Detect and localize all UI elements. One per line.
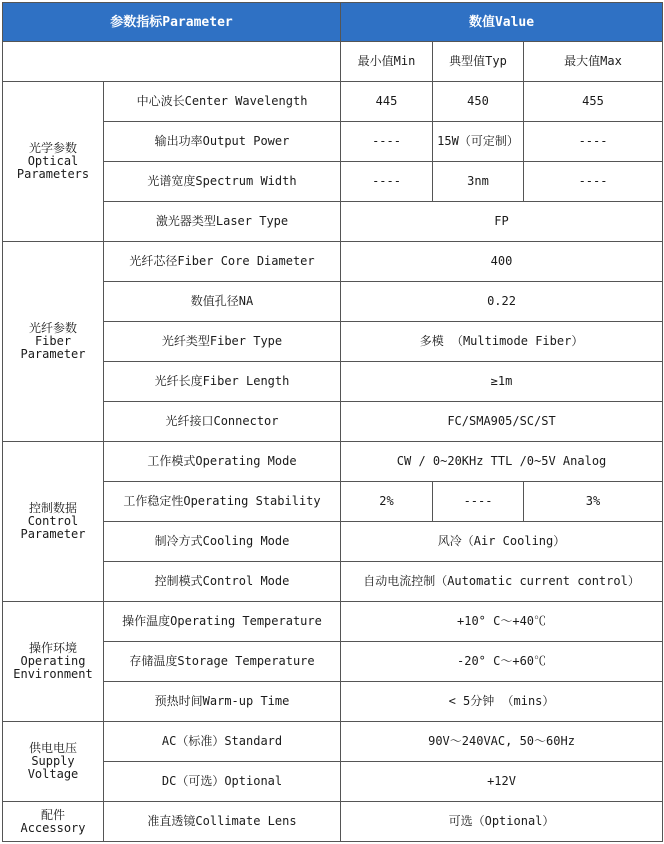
value-merged: 可选（Optional）: [341, 802, 663, 842]
value-merged: CW / 0~20KHz TTL /0~5V Analog: [341, 442, 663, 482]
value-merged: 风冷（Air Cooling）: [341, 522, 663, 562]
value-merged: 自动电流控制（Automatic current control）: [341, 562, 663, 602]
param-name: 存储温度Storage Temperature: [104, 642, 341, 682]
table-row: [3, 802, 663, 842]
header-value: 数值Value: [341, 3, 663, 42]
value-typ: 15W（可定制）: [433, 122, 524, 162]
param-name: 光纤类型Fiber Type: [104, 322, 341, 362]
param-name: 光纤芯径Fiber Core Diameter: [104, 242, 341, 282]
group-label-accessory: 配件 Accessory: [3, 802, 104, 842]
subheader-blank: [3, 42, 341, 82]
value-merged: < 5分钟 （mins）: [341, 682, 663, 722]
value-typ: 3nm: [433, 162, 524, 202]
group-label-optical: 光学参数 Optical Parameters: [3, 82, 104, 242]
value-merged: FC/SMA905/SC/ST: [341, 402, 663, 442]
header-row: [3, 3, 663, 42]
value-min: 445: [341, 82, 433, 122]
value-typ: ----: [433, 482, 524, 522]
value-min: ----: [341, 122, 433, 162]
param-name: 制冷方式Cooling Mode: [104, 522, 341, 562]
table-row: [3, 722, 663, 762]
param-name: 中心波长Center Wavelength: [104, 82, 341, 122]
table-row: [3, 442, 663, 482]
param-name: 激光器类型Laser Type: [104, 202, 341, 242]
param-name: 光纤长度Fiber Length: [104, 362, 341, 402]
value-merged: 400: [341, 242, 663, 282]
param-name: 准直透镜Collimate Lens: [104, 802, 341, 842]
value-merged: 多模 （Multimode Fiber）: [341, 322, 663, 362]
value-max: 455: [524, 82, 663, 122]
param-name: 控制模式Control Mode: [104, 562, 341, 602]
group-label-fiber: 光纤参数 Fiber Parameter: [3, 242, 104, 442]
param-name: 光纤接口Connector: [104, 402, 341, 442]
param-name: AC（标准）Standard: [104, 722, 341, 762]
value-min: 2%: [341, 482, 433, 522]
table-row: [3, 82, 663, 122]
value-merged: ≥1m: [341, 362, 663, 402]
value-typ: 450: [433, 82, 524, 122]
param-name: 工作模式Operating Mode: [104, 442, 341, 482]
param-name: 数值孔径NA: [104, 282, 341, 322]
subheader-typ: 典型值Typ: [433, 42, 524, 82]
subheader-min: 最小值Min: [341, 42, 433, 82]
subheader-row: [3, 42, 663, 82]
param-name: 输出功率Output Power: [104, 122, 341, 162]
group-label-environment: 操作环境 Operating Environment: [3, 602, 104, 722]
group-label-control: 控制数据 Control Parameter: [3, 442, 104, 602]
value-merged: FP: [341, 202, 663, 242]
value-max: ----: [524, 162, 663, 202]
value-max: 3%: [524, 482, 663, 522]
param-name: 工作稳定性Operating Stability: [104, 482, 341, 522]
table-row: [3, 242, 663, 282]
value-max: ----: [524, 122, 663, 162]
header-parameter: 参数指标Parameter: [3, 3, 341, 42]
param-name: 预热时间Warm-up Time: [104, 682, 341, 722]
group-label-power: 供电电压 Supply Voltage: [3, 722, 104, 802]
param-name: DC（可选）Optional: [104, 762, 341, 802]
value-merged: -20° C～+60℃: [341, 642, 663, 682]
param-name: 光谱宽度Spectrum Width: [104, 162, 341, 202]
value-merged: 0.22: [341, 282, 663, 322]
spec-table: [2, 2, 663, 842]
value-merged: +10° C～+40℃: [341, 602, 663, 642]
table-row: [3, 602, 663, 642]
value-merged: 90V～240VAC, 50～60Hz: [341, 722, 663, 762]
subheader-max: 最大值Max: [524, 42, 663, 82]
value-merged: +12V: [341, 762, 663, 802]
param-name: 操作温度Operating Temperature: [104, 602, 341, 642]
value-min: ----: [341, 162, 433, 202]
